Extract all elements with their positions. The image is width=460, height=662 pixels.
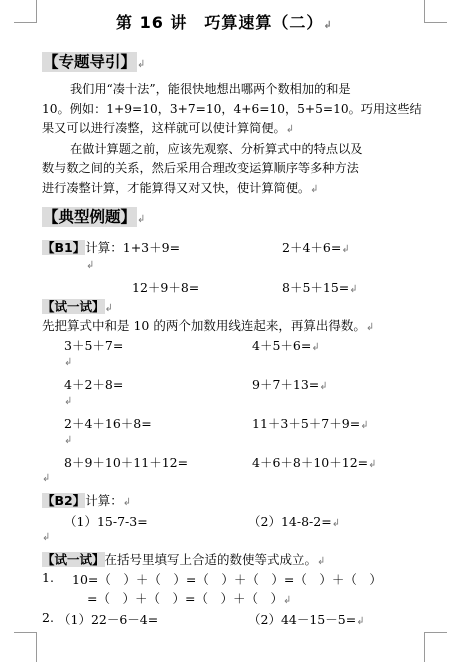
paragraph-mark: ↲ — [137, 214, 146, 225]
try2-title: 【试一试】 — [42, 552, 105, 567]
b1-row-1 — [42, 238, 180, 256]
intro-paragraph — [42, 80, 436, 199]
try1-title: 【试一试】 — [42, 299, 105, 314]
try1-right-2: 9＋7＋13=↲ — [252, 377, 328, 392]
try1-right-4: 4＋6＋8＋10＋12=↲ — [252, 455, 377, 470]
b1-question-3: 12＋9＋8= — [132, 280, 200, 295]
paragraph-mark: ↲ — [86, 260, 95, 271]
try1-right-1: 4＋5＋6=↲ — [252, 338, 320, 353]
section-examples-header — [42, 205, 145, 227]
try2-instruction: 在括号里填写上合适的数使等式成立。 — [104, 552, 318, 567]
try1-left-1: 3＋5＋7= — [64, 338, 124, 353]
b2-question-2: （2）14-8-2=↲ — [248, 514, 341, 529]
section-intro-header — [42, 50, 145, 72]
try2-problem-1-line-1: 10=（ ）＋（ ）=（ ）＋（ ）=（ ）＋（ ） — [72, 572, 382, 587]
page-title — [116, 10, 333, 33]
b1-question-2: 2＋4＋6=↲ — [282, 240, 350, 255]
b1-prefix: 计算： — [85, 240, 123, 255]
b2-prefix: 计算： — [85, 493, 123, 508]
intro-line-5: 数与数之间的关系，然后采用合理改变运算顺序等多种方法 — [42, 161, 359, 175]
b2-row: 【B2】计算：↲ — [42, 493, 132, 508]
b2-question-1: （1）15-7-3= — [64, 514, 148, 529]
try2-problem-2-q2: （2）44－15－5=↲ — [248, 612, 365, 627]
paragraph-mark: ↲ — [64, 435, 73, 446]
try2-problem-2-q1: （1）22－6－4= — [58, 612, 159, 627]
intro-line-6: 进行凑整计算，才能算得又对又快，使计算简便。↲ — [42, 180, 319, 195]
section-examples-title: 【典型例题】 — [43, 208, 137, 226]
try1-instruction: 先把算式中和是 10 的两个加数用线连起来，再算出得数。↲ — [42, 318, 375, 333]
b1-label: 【B1】 — [42, 240, 86, 255]
crop-mark-bottom-left — [14, 632, 37, 662]
paragraph-mark: ↲ — [64, 396, 73, 407]
title-text: 第 16 讲 巧算速算（二） — [116, 13, 324, 32]
try2-row: 【试一试】在括号里填写上合适的数使等式成立。↲ — [42, 552, 326, 567]
paragraph-mark: ↲ — [137, 59, 146, 70]
try1-header: 【试一试】↲ — [42, 299, 113, 314]
try1-right-3: 11＋3＋5＋7＋9=↲ — [252, 416, 369, 431]
intro-line-4: 在做计算题之前，应该先观察、分析算式中的特点以及 — [70, 141, 363, 156]
paragraph-mark: ↲ — [64, 357, 73, 368]
crop-mark-bottom-right — [424, 632, 447, 662]
crop-mark-top-right — [424, 0, 447, 23]
b1-question-1: 1+3＋9= — [122, 240, 181, 255]
try2-problem-1-number: 1. — [42, 570, 54, 585]
try2-problem-2-number: 2. — [42, 610, 54, 625]
b2-label: 【B2】 — [42, 493, 86, 508]
crop-mark-top-left — [14, 0, 37, 23]
paragraph-mark: ↲ — [42, 532, 51, 543]
try1-left-4: 8＋9＋10＋11＋12= — [64, 455, 189, 470]
b1-question-4: 8＋5＋15=↲ — [282, 280, 358, 295]
try1-left-2: 4＋2＋8= — [64, 377, 124, 392]
paragraph-mark: ↲ — [42, 473, 51, 484]
section-intro-title: 【专题导引】 — [43, 53, 137, 71]
intro-line-2: 10。例如：1+9=10，3+7=10，4+6=10，5+5=10。巧用这些结 — [42, 101, 422, 116]
intro-line-1: 我们用“凑十法”，能很快地想出哪两个数相加的和是 — [70, 82, 351, 96]
paragraph-mark: ↲ — [323, 20, 333, 31]
try2-problem-1-line-2: =（ ）＋（ ）=（ ）＋（ ）↲ — [87, 591, 292, 606]
try1-left-3: 2＋4＋16＋8= — [64, 416, 152, 431]
intro-line-3: 果又可以进行凑整，这样就可以使计算简便。↲ — [42, 121, 295, 135]
